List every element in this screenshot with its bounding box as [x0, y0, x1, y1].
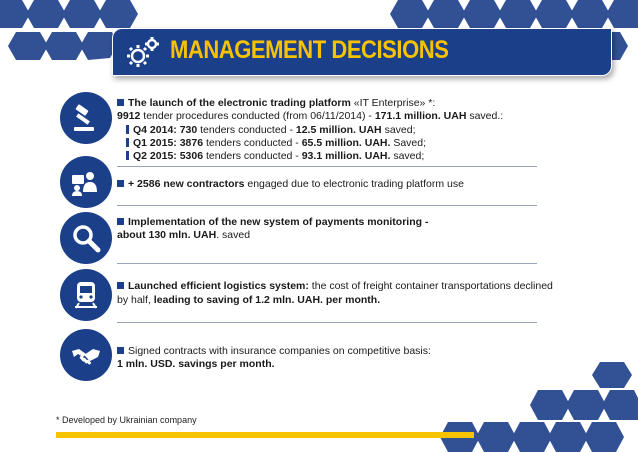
handshake-icon-circle — [60, 329, 112, 381]
bullet-square — [117, 180, 124, 187]
yellow-accent-line — [56, 432, 474, 438]
item1-count: 9912 — [117, 110, 141, 122]
q1-desc: tenders conducted - — [203, 137, 302, 149]
item3-title: Implementation of the new system of payments monitoring - — [128, 216, 429, 228]
item1-sub-q1 — [126, 137, 426, 150]
item5-line1 — [117, 345, 431, 358]
bullet-square — [117, 347, 124, 354]
q2-label: Q2 2015: 5306 — [133, 150, 204, 162]
magnifier-icon-circle — [60, 212, 112, 264]
item3-saved: . saved — [216, 229, 251, 241]
divider — [117, 205, 537, 206]
bullet-square — [117, 282, 124, 289]
magnifier-icon — [70, 222, 102, 254]
divider — [117, 322, 537, 323]
divider — [117, 166, 537, 167]
item4-desc: the cost of freight container transportations declined — [308, 280, 553, 292]
q1-amount: 65.5 million. UAH. — [301, 137, 391, 149]
bullet-bar — [126, 151, 129, 160]
item1-saved: saved.: — [466, 110, 504, 122]
item2-title: + 2586 new contractors — [128, 178, 245, 190]
item3-amount: about 130 mln. UAH — [117, 229, 217, 241]
q4-label: Q4 2014: 730 — [133, 124, 198, 136]
item3-line1 — [117, 216, 428, 229]
bullet-square — [117, 99, 124, 106]
item1-title-suffix: «IT Enterprise» *: — [350, 97, 436, 109]
train-icon-circle — [60, 269, 112, 321]
footnote: * Developed by Ukrainian company — [56, 415, 197, 425]
q2-amount: 93.1 million. UAH. — [301, 150, 391, 162]
bullet-bar — [126, 125, 129, 134]
item5-desc: Signed contracts with insurance companies on competitive basis: — [128, 345, 431, 357]
q2-saved: saved; — [390, 150, 425, 162]
item4-amount: leading to saving of 1.2 mln. UAH. per month. — [153, 294, 381, 306]
people-icon — [70, 166, 102, 198]
item5-line2 — [117, 358, 275, 371]
q4-saved: saved; — [381, 124, 416, 136]
item1-amount: 171.1 million. UAH — [374, 110, 467, 122]
item4-line2 — [117, 294, 380, 307]
gavel-icon-circle — [60, 92, 112, 144]
q1-saved: Saved; — [390, 137, 427, 149]
item4-line1 — [117, 280, 553, 293]
item1-sub-q4 — [126, 124, 416, 137]
q1-label: Q1 2015: 3876 — [133, 137, 204, 149]
train-icon — [70, 279, 102, 311]
item3-line2 — [117, 229, 250, 242]
item1-line2 — [117, 110, 503, 123]
item5-amount: 1 mln. USD. savings per month. — [117, 358, 275, 370]
handshake-icon — [70, 339, 102, 371]
gavel-icon — [70, 102, 102, 134]
item1-sub-q2 — [126, 150, 424, 163]
gears-icon — [124, 34, 162, 70]
item2-line — [117, 178, 464, 191]
item1-line1 — [117, 97, 435, 110]
item1-desc: tender procedures conducted (from 06/11/2014) - — [140, 110, 375, 122]
hexagon-pattern-bottom-right — [338, 362, 638, 452]
item4-desc2: by half, — [117, 294, 154, 306]
item4-title: Launched efficient logistics system: — [128, 280, 309, 292]
q2-desc: tenders conducted - — [203, 150, 302, 162]
item1-title: The launch of the electronic trading platform — [128, 97, 351, 109]
q4-amount: 12.5 million. UAH — [295, 124, 382, 136]
people-icon-circle — [60, 156, 112, 208]
bullet-square — [117, 218, 124, 225]
bullet-bar — [126, 138, 129, 147]
page-title: MANAGEMENT DECISIONS — [170, 36, 449, 64]
divider — [117, 263, 537, 264]
item2-desc: engaged due to electronic trading platform use — [244, 178, 464, 190]
q4-desc: tenders conducted - — [197, 124, 296, 136]
